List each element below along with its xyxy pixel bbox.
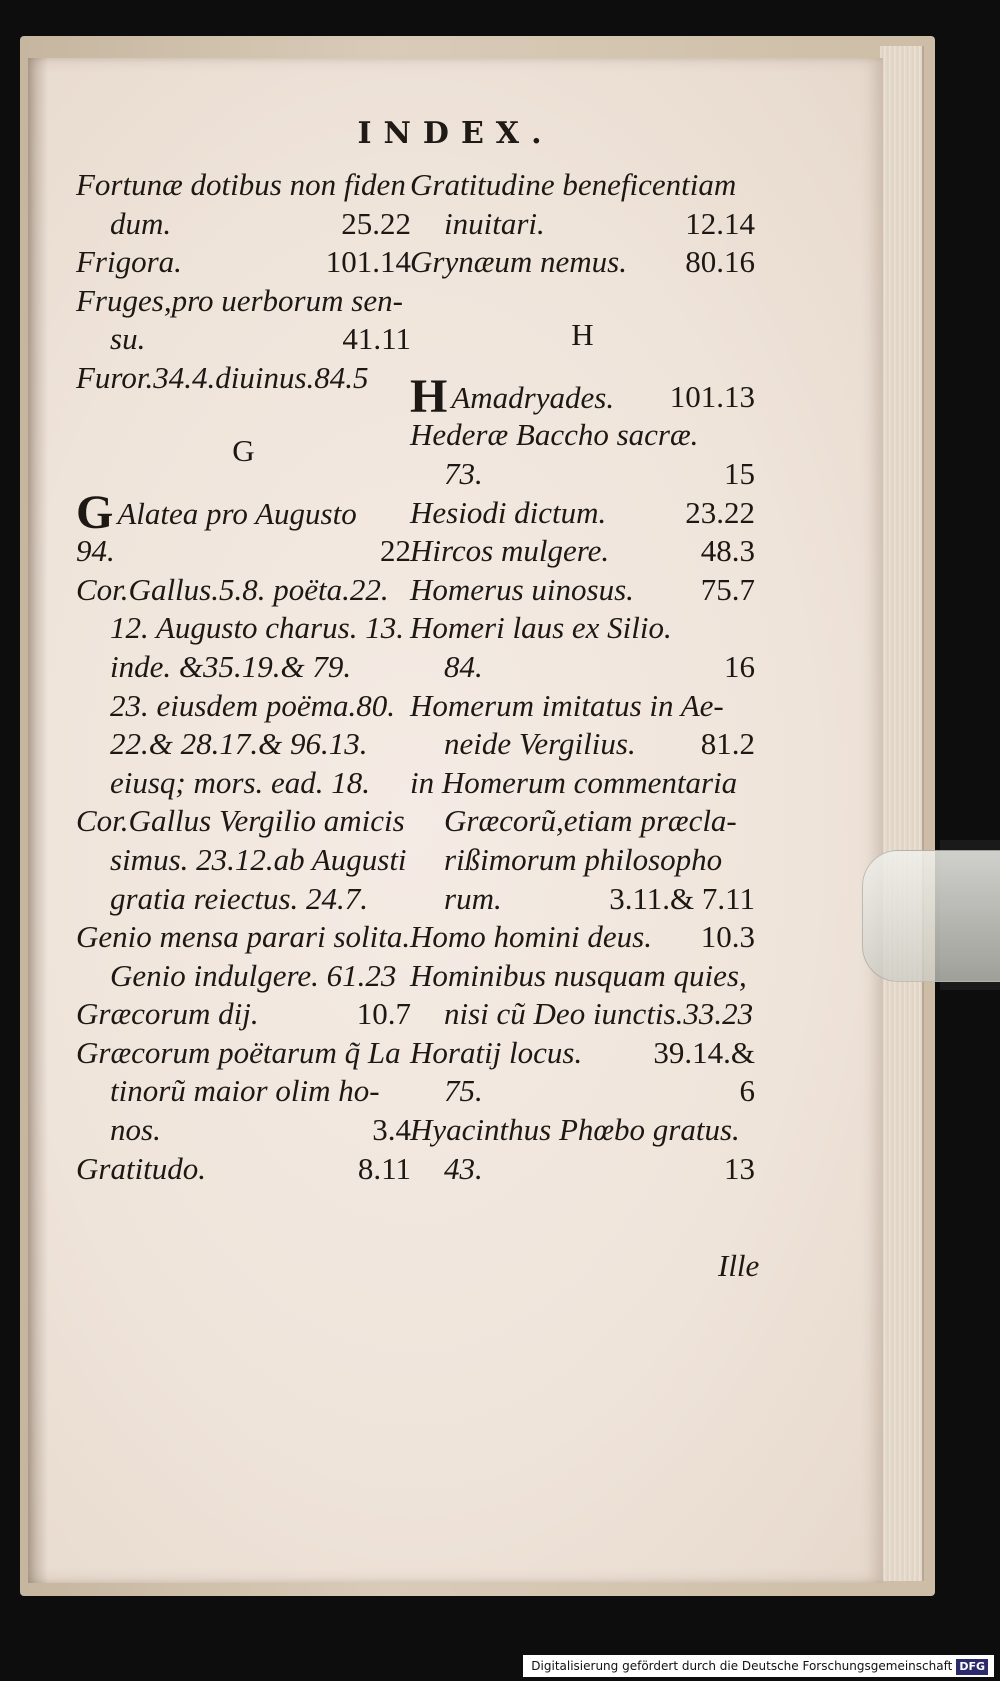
entry-line xyxy=(76,1034,411,1073)
index-entry xyxy=(76,243,411,282)
entry-line xyxy=(76,1150,411,1189)
entry-text: Gratitudo. xyxy=(76,1150,207,1186)
entry-line xyxy=(76,609,411,648)
entry-text: Frigora. xyxy=(76,244,182,280)
drop-initial: H xyxy=(410,369,448,423)
entry-text: Furor.34.4.diuinus.84.5 xyxy=(76,359,369,395)
entry-text: inuitari. xyxy=(444,205,545,241)
entry-text: Genio mensa parari solita. xyxy=(76,919,411,955)
entry-line xyxy=(76,485,411,539)
page-reference: 80.16 xyxy=(685,244,755,280)
page-reference: 10.3 xyxy=(700,919,755,955)
entry-line xyxy=(76,205,411,244)
entry-text: Gratitudine beneficentiam xyxy=(410,167,737,202)
entry-text: 23. eiusdem poëma.80. xyxy=(110,687,395,723)
running-head: INDEX. xyxy=(357,116,554,151)
entry-text: 43. xyxy=(444,1150,483,1186)
page-reference: 41.11 xyxy=(342,321,411,357)
entry-line xyxy=(410,995,755,1034)
page-reference: 23.22 xyxy=(685,494,755,530)
entry-line xyxy=(76,841,411,880)
left-column xyxy=(76,166,411,1188)
entry-text: 75. xyxy=(444,1073,483,1109)
entry-text: Homerus uinosus. xyxy=(410,571,634,607)
index-entry xyxy=(410,494,755,533)
entry-line xyxy=(410,841,755,880)
entry-text: Hesiodi dictum. xyxy=(410,494,607,530)
page-reference: 101.13 xyxy=(669,378,755,414)
entry-line xyxy=(410,532,755,571)
entry-line xyxy=(76,764,411,803)
index-entry xyxy=(76,802,411,918)
entry-text: Hederæ Baccho sacræ. xyxy=(410,417,699,453)
entry-line xyxy=(76,725,411,764)
entry-text: 22.& 28.17.& 96.13. xyxy=(110,726,368,762)
page-reference: 39.14.& xyxy=(653,1034,755,1070)
entry-text: Græcorum dij. xyxy=(76,996,259,1032)
index-entry xyxy=(410,764,755,918)
index-entry xyxy=(410,369,755,423)
entry-line xyxy=(410,571,755,610)
index-entry xyxy=(76,571,411,803)
entry-line xyxy=(76,166,411,205)
page-reference: 8.11 xyxy=(357,1150,411,1186)
drop-initial: G xyxy=(76,485,114,539)
section-letter-h: H xyxy=(571,316,594,352)
entry-line xyxy=(76,1072,411,1111)
page-edges xyxy=(880,46,924,1581)
entry-line xyxy=(76,359,411,398)
entry-line xyxy=(410,918,755,957)
entry-line xyxy=(410,725,755,764)
entry-line xyxy=(76,880,411,919)
dfg-badge: DFG xyxy=(956,1659,988,1675)
page-reference: 13 xyxy=(724,1150,755,1186)
entry-text: Fruges,pro uerborum sen- xyxy=(76,282,403,318)
entry-text: Hyacinthus Phœbo gratus. xyxy=(410,1112,740,1148)
entry-text: Hircos mulgere. xyxy=(410,533,610,569)
entry-line xyxy=(410,880,755,919)
index-entry xyxy=(76,359,411,398)
page-reference: 12.14 xyxy=(685,205,755,241)
index-entry xyxy=(410,609,755,686)
page-tab-marker xyxy=(862,850,1000,982)
entry-text: nisi cũ Deo iunctis.33.23 xyxy=(444,996,754,1032)
index-entry xyxy=(76,1034,411,1150)
page-reference: 16 xyxy=(724,648,755,684)
page-reference: 22 xyxy=(380,533,411,569)
entry-line xyxy=(410,1111,755,1150)
entry-line xyxy=(76,995,411,1034)
entry-line xyxy=(76,918,411,957)
page-reference: 48.3 xyxy=(700,533,755,569)
entry-text: Hominibus nusquam quies, xyxy=(410,957,747,993)
entry-line xyxy=(76,243,411,282)
index-entry xyxy=(410,957,755,1034)
entry-text: 94. xyxy=(76,533,115,569)
spine-shadow xyxy=(28,58,48,1583)
entry-line xyxy=(76,1111,411,1150)
index-entry xyxy=(76,485,411,571)
entry-text: Cor.Gallus.5.8. poëta.22. xyxy=(76,571,389,607)
entry-line xyxy=(76,320,411,359)
index-entry xyxy=(410,243,755,282)
entry-text: Amadryades. xyxy=(451,379,615,415)
index-entry xyxy=(410,687,755,764)
index-entry xyxy=(410,1034,755,1111)
index-entry xyxy=(410,532,755,571)
entry-line xyxy=(76,282,411,321)
section-letter-g: G xyxy=(232,432,255,468)
entry-text: Græcorũ,etiam præcla- xyxy=(444,803,737,839)
entry-line xyxy=(410,648,755,687)
page-reference: 101.14 xyxy=(325,244,411,280)
entry-text: Homerum imitatus in Ae- xyxy=(410,687,724,723)
entry-text: Fortunæ dotibus non fiden xyxy=(76,167,406,202)
entry-line xyxy=(410,1072,755,1111)
entry-text: rum. xyxy=(444,880,502,916)
entry-line xyxy=(410,166,755,205)
entry-text: nos. xyxy=(110,1112,161,1148)
page-reference: 3.4 xyxy=(372,1112,411,1148)
entry-line xyxy=(410,494,755,533)
index-entry xyxy=(76,282,411,359)
entry-line xyxy=(410,957,755,996)
footer-text: Digitalisierung gefördert durch die Deutsche Forschungsgemeinschaft xyxy=(531,1659,953,1673)
section-gap xyxy=(76,398,411,420)
index-entry xyxy=(76,166,411,243)
entry-line xyxy=(410,802,755,841)
section-gap xyxy=(76,482,411,494)
page-reference: 15 xyxy=(724,455,755,491)
index-page xyxy=(28,58,883,1583)
footer-credit xyxy=(523,1655,994,1677)
entry-line xyxy=(76,532,411,571)
page-reference: 10.7 xyxy=(356,996,411,1032)
entry-line xyxy=(76,687,411,726)
entry-line xyxy=(410,1034,755,1073)
entry-line xyxy=(410,455,755,494)
entry-text: Cor.Gallus Vergilio amicis xyxy=(76,803,405,839)
page-reference: 6 xyxy=(739,1073,755,1109)
index-entry xyxy=(410,571,755,610)
catchword: Ille xyxy=(718,1248,760,1283)
entry-text: Alatea pro Augusto xyxy=(117,495,357,531)
entry-text: Horatij locus. xyxy=(410,1034,583,1070)
entry-text: dum. xyxy=(110,205,172,241)
page-reference: 75.7 xyxy=(700,571,755,607)
index-entry xyxy=(410,166,755,243)
index-entry xyxy=(410,918,755,957)
entry-text: 84. xyxy=(444,648,483,684)
entry-line xyxy=(76,648,411,687)
entry-text: Genio indulgere. 61.23 xyxy=(110,957,397,993)
section-gap xyxy=(410,366,755,378)
entry-line xyxy=(410,416,755,455)
right-column xyxy=(410,166,755,1188)
entry-text: Grynæum nemus. xyxy=(410,244,627,280)
entry-text: rißimorum philosopho xyxy=(444,841,723,877)
entry-text: Homeri laus ex Silio. xyxy=(410,610,672,646)
entry-line xyxy=(410,687,755,726)
index-entry xyxy=(76,1150,411,1189)
entry-text: Græcorum poëtarum q̃ La xyxy=(76,1034,401,1070)
entry-text: in Homerum commentaria xyxy=(410,764,738,800)
page-reference: 25.22 xyxy=(341,205,411,241)
index-entry xyxy=(410,1111,755,1188)
entry-text: tinorũ maior olim ho- xyxy=(110,1073,380,1109)
entry-line xyxy=(410,243,755,282)
page-reference: 3.11.& 7.11 xyxy=(609,880,755,916)
entry-line xyxy=(76,957,411,996)
entry-text: simus. 23.12.ab Augusti xyxy=(110,841,407,877)
entry-text: 12. Augusto charus. 13. xyxy=(110,610,404,646)
entry-line xyxy=(410,764,755,803)
entry-text: neide Vergilius. xyxy=(444,726,636,762)
entry-line xyxy=(410,609,755,648)
entry-text: Homo homini deus. xyxy=(410,919,652,955)
page-reference: 81.2 xyxy=(700,726,755,762)
entry-text: 73. xyxy=(444,455,483,491)
section-gap xyxy=(410,282,755,304)
index-entry xyxy=(76,995,411,1034)
entry-line xyxy=(76,571,411,610)
entry-text: inde. &35.19.& 79. xyxy=(110,648,352,684)
entry-text: su. xyxy=(110,321,146,357)
entry-line xyxy=(410,1150,755,1189)
entry-text: gratia reiectus. 24.7. xyxy=(110,880,369,916)
entry-line xyxy=(410,369,755,423)
index-entry xyxy=(410,416,755,493)
entry-line xyxy=(76,802,411,841)
entry-line xyxy=(410,205,755,244)
index-entry xyxy=(76,918,411,995)
entry-text: eiusq; mors. ead. 18. xyxy=(110,764,371,800)
